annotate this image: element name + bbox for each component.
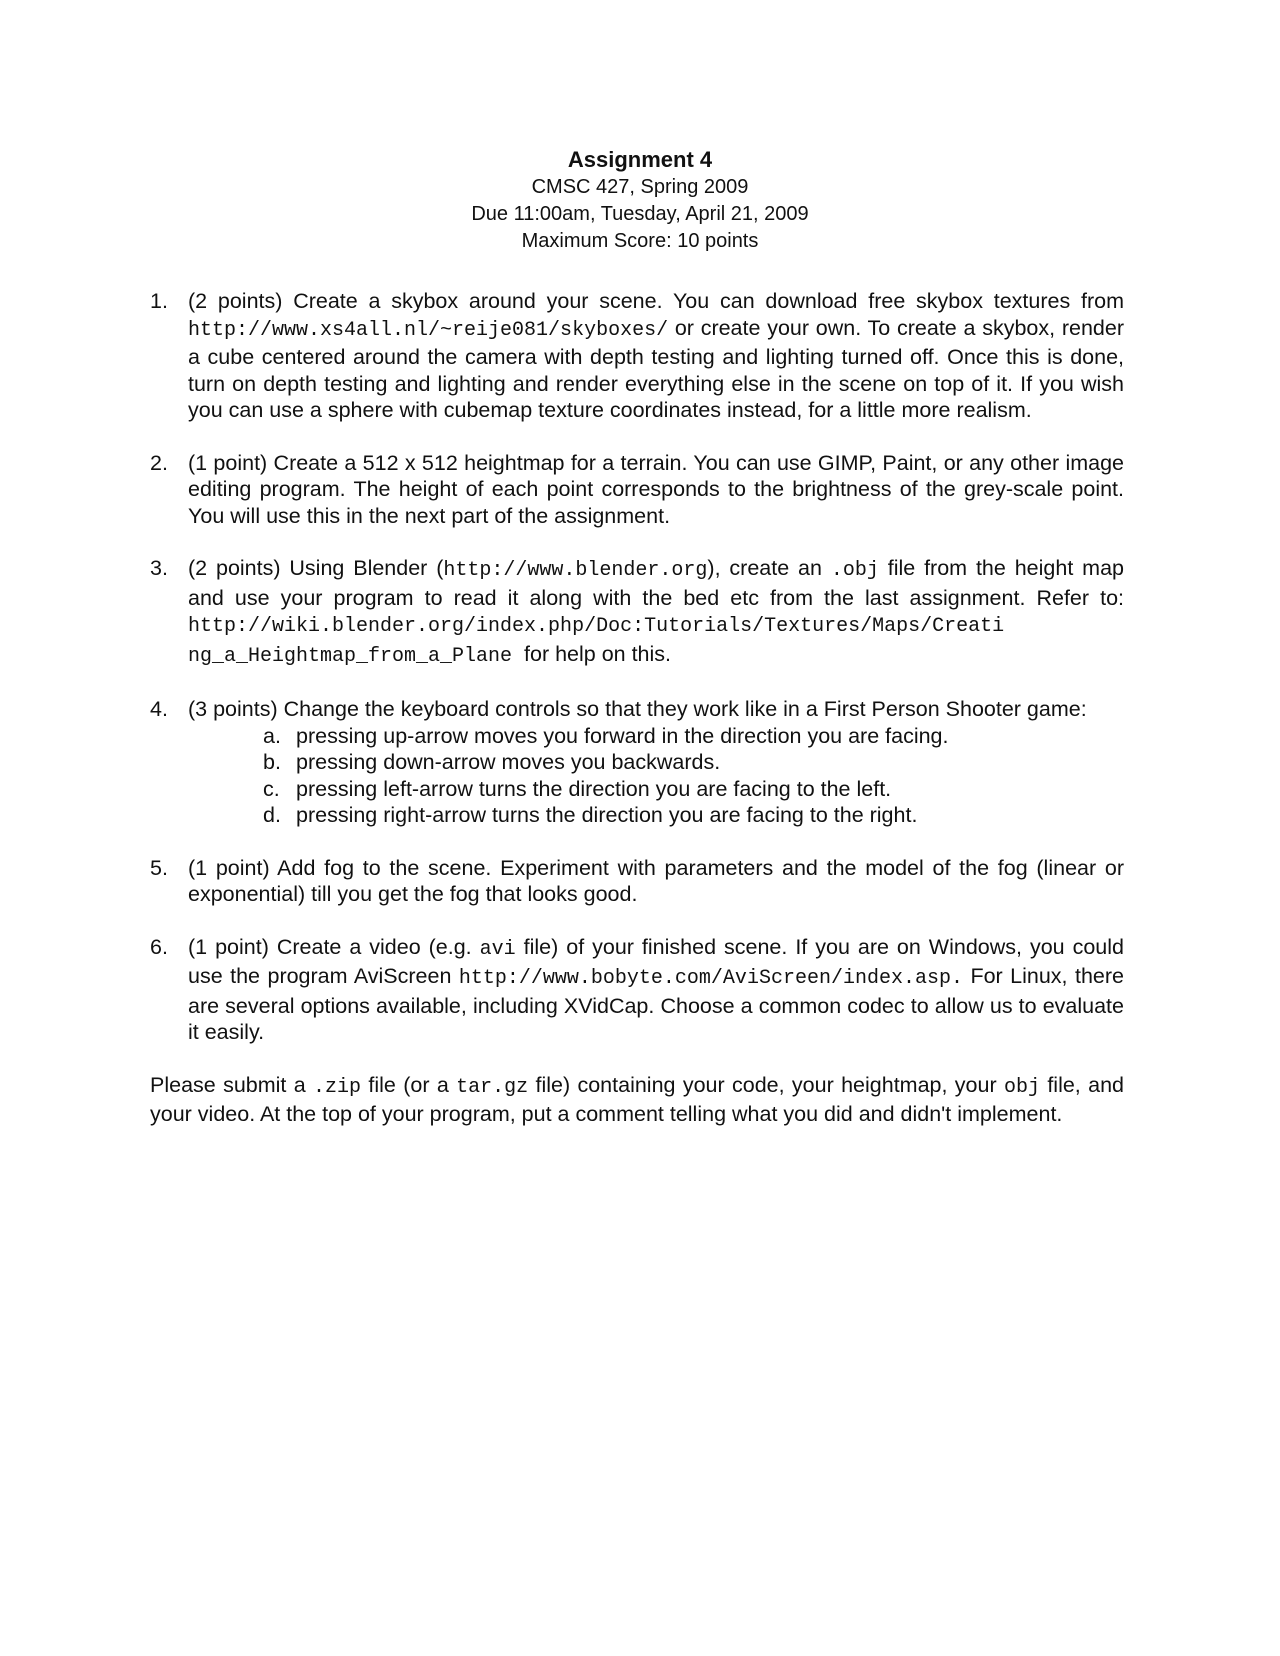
task-text: (3 points) Change the keyboard controls so that they work like in a First Person Shooter game: bbox=[188, 697, 1087, 721]
closing-text: file, and your video. At the top of your program, put a comment telling what you did and didn't implement. bbox=[150, 1072, 1124, 1126]
task-number: 1. bbox=[150, 289, 168, 313]
assignment-body bbox=[150, 288, 1124, 1128]
max-score-line: Maximum Score: 10 points bbox=[521, 230, 759, 252]
skybox-textures-link[interactable]: http://www.xs4all.nl/~reije081/skyboxes/ bbox=[188, 318, 669, 342]
task-item-6 bbox=[150, 934, 1124, 1046]
list-item-label: a. bbox=[263, 723, 281, 748]
obj-code: obj bbox=[1003, 1075, 1040, 1099]
task-number: 4. bbox=[150, 697, 168, 721]
task-text: (1 point) Create a video (e.g. bbox=[188, 934, 480, 959]
list-item-label: b. bbox=[263, 750, 281, 774]
submission-instructions bbox=[150, 1072, 1124, 1128]
course-line: CMSC 427, Spring 2009 bbox=[531, 176, 749, 198]
blender-tutorial-link-part-1: http://wiki.blender.org/index.php/Doc:Tutorials/Textures/Maps/Creati bbox=[188, 615, 1005, 638]
task-text: For Linux, there are several options available, including XVidCap. Choose a common codec to allow us to evaluate it easily. bbox=[188, 964, 1125, 1044]
task-item-2 bbox=[150, 450, 1124, 530]
avi-code: avi bbox=[479, 937, 516, 961]
list-item bbox=[263, 802, 1124, 829]
list-item-text: pressing down-arrow moves you backwards. bbox=[296, 750, 721, 774]
obj-extension-code: .obj bbox=[830, 559, 879, 582]
closing-text: file) containing your code, your heightmap, your bbox=[528, 1072, 1004, 1097]
list-item bbox=[263, 749, 1124, 776]
task-text: file) of your finished scene. If you are on Windows, you could use the program AviScreen bbox=[188, 934, 1124, 988]
task-text: (2 points) Using Blender ( bbox=[188, 556, 444, 580]
task-text: or create your own. To create a skybox, render a cube centered around the camera with depth testing and lighting turned off. Once this is done, turn on depth testing and lighting and render everything else in the scene on top of it. If you wish you can use a sphere with cubemap texture coordinates instead, for a little more realism. bbox=[188, 315, 1124, 422]
assignment-title: Assignment 4 bbox=[567, 147, 713, 172]
closing-text: file (or a bbox=[361, 1072, 457, 1097]
task-text: file from the height map and use your program to read it along with the bed etc from the last assignment. Refer to: bbox=[188, 556, 1124, 610]
list-item-text: pressing right-arrow turns the direction you are facing to the right. bbox=[296, 803, 918, 827]
task-text: (1 point) Create a 512 x 512 heightmap for a terrain. You can use GIMP, Paint, or any other image editing program. The height of each point corresponds to the brightness of the grey-scale point. You will use this in the next part of the assignment. bbox=[188, 450, 1124, 528]
due-date-line: Due 11:00am, Tuesday, April 21, 2009 bbox=[471, 203, 809, 225]
keyboard-controls-list bbox=[263, 723, 1124, 829]
zip-code: .zip bbox=[313, 1075, 362, 1099]
task-text: (2 points) Create a skybox around your scene. You can download free skybox textures from bbox=[188, 289, 1124, 313]
closing-text: Please submit a bbox=[150, 1072, 314, 1097]
task-number: 2. bbox=[150, 450, 168, 475]
aviscreen-link[interactable]: http://www.bobyte.com/AviScreen/index.asp. bbox=[458, 967, 963, 990]
list-item-text: pressing up-arrow moves you forward in the direction you are facing. bbox=[296, 723, 949, 748]
list-item-text: pressing left-arrow turns the direction you are facing to the left. bbox=[296, 776, 892, 801]
list-item-label: d. bbox=[263, 803, 281, 827]
task-item-1 bbox=[150, 288, 1124, 424]
blender-link[interactable]: http://www.blender.org bbox=[443, 559, 708, 582]
list-item bbox=[263, 723, 1124, 750]
task-number: 6. bbox=[150, 934, 168, 959]
document-header bbox=[150, 146, 1130, 255]
targz-code: tar.gz bbox=[456, 1075, 529, 1099]
task-text: for help on this. bbox=[512, 641, 672, 666]
task-number: 3. bbox=[150, 556, 168, 580]
list-item-label: c. bbox=[263, 776, 280, 801]
task-item-3 bbox=[150, 555, 1124, 670]
task-item-5 bbox=[150, 855, 1124, 908]
task-number: 5. bbox=[150, 855, 168, 880]
blender-tutorial-link-part-2: ng_a_Heightmap_from_a_Plane bbox=[188, 644, 513, 668]
task-text: (1 point) Add fog to the scene. Experiment with parameters and the model of the fog (linear or exponential) till you get the fog that looks good. bbox=[188, 855, 1124, 906]
task-text: ), create an bbox=[707, 556, 831, 580]
task-item-4 bbox=[150, 696, 1124, 723]
list-item bbox=[263, 776, 1124, 803]
